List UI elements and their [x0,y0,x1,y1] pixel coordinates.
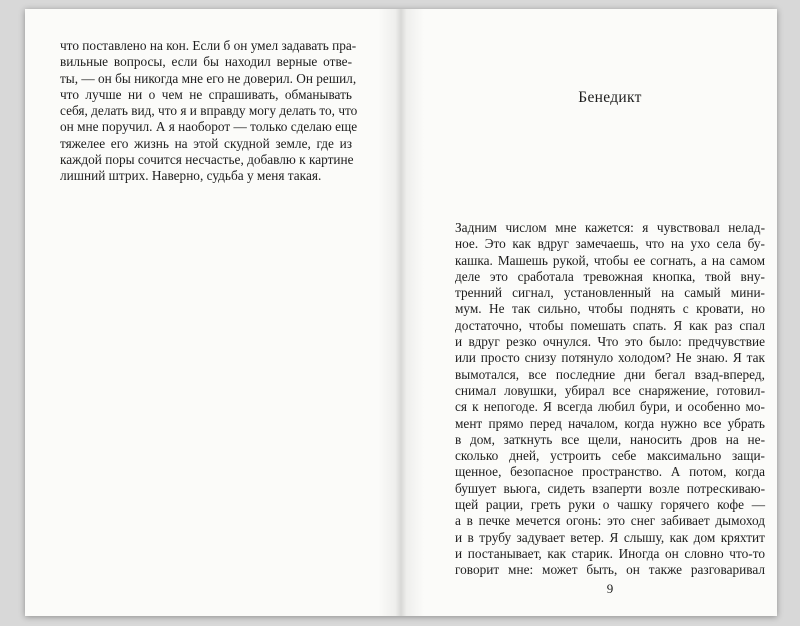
page-number: 9 [606,581,614,596]
text-line: щей рации, греть руки о чашку горячего кофе — [455,497,765,513]
text-line: говорит мне: может быть, он также разговаривал [455,562,765,578]
text-line: бушует вьюга, сидеть взаперти возле потрескиваю- [455,480,765,496]
text-line: и вдруг резко очнулся. Что это было: предчувствие [455,334,765,350]
text-line: или просто снизу потянуло холодом? Не знаю. Я так [455,350,765,366]
text-line: ное. Это как вдруг замечаешь, что на ухо села бу- [455,236,765,252]
text-line: лишний штрих. Наверно, судьба у меня такая. [60,168,322,184]
text-line: тренний сигнал, установленный на самый мини- [455,285,765,301]
text-line: достаточно, чтобы помешать спать. Я как раз спал [455,317,765,333]
text-line: Задним числом мне кажется: я чувствовал нелад- [455,220,765,235]
text-line: тяжелее его жизнь на этой скудной земле, где из [60,135,352,151]
text-line: мум. Не так сильно, чтобы поднять с кровати, но [455,301,765,317]
text-line: он мне поручил. А я наоборот — только сделаю еще [60,119,358,135]
text-line: себя, делать вид, что я и вправду могу делать то, что [60,103,358,119]
text-line: вильные вопросы, если бы находил верные отве- [60,54,352,70]
text-line: мент прямо перед началом, когда нужно все убрать [455,415,765,431]
left-page [25,9,401,616]
text-line: кашка. Машешь рукой, чтобы ее согнать, а на самом [455,252,765,268]
text-line: сколько дней, устроить себе максимально защи- [455,448,765,464]
text-line: деле это сработала тревожная кнопка, твой вну- [455,268,765,284]
text-line: каждой поры сочится несчастье, добавлю к картине [60,152,354,168]
right-page-text [455,220,765,579]
text-line: и в трубу задувает ветер. Я слышу, как дом кряхтит [455,529,765,545]
text-line: снимал ловушки, убирал все снаряжение, готовил- [455,382,765,398]
text-line: что поставлено на кон. Если б он умел задавать пра- [60,38,357,53]
text-line: щенное, безопасное пространство. А потом, когда [455,464,765,480]
text-line: вымотался, все последние дни бегал взад-вперед, [455,366,765,382]
chapter-title: Бенедикт [578,89,642,106]
text-line: ся к непогоде. Я всегда любил бури, и особенно мо- [455,399,765,415]
text-line: а в печке мечется огонь: это снег забивает дымоход [455,513,765,529]
text-line: в дом, заткнуть все щели, наносить дров на не- [455,431,765,447]
text-line: что лучше ни о чем не спрашивать, обманывать [60,86,352,102]
text-line: и постанывает, как старик. Иногда он словно что-то [455,545,765,561]
left-page-text [60,38,358,185]
book-spread [25,9,777,616]
right-page [401,9,777,616]
text-line: ты, — он бы никогда мне его не доверил. Он решил, [60,70,357,86]
